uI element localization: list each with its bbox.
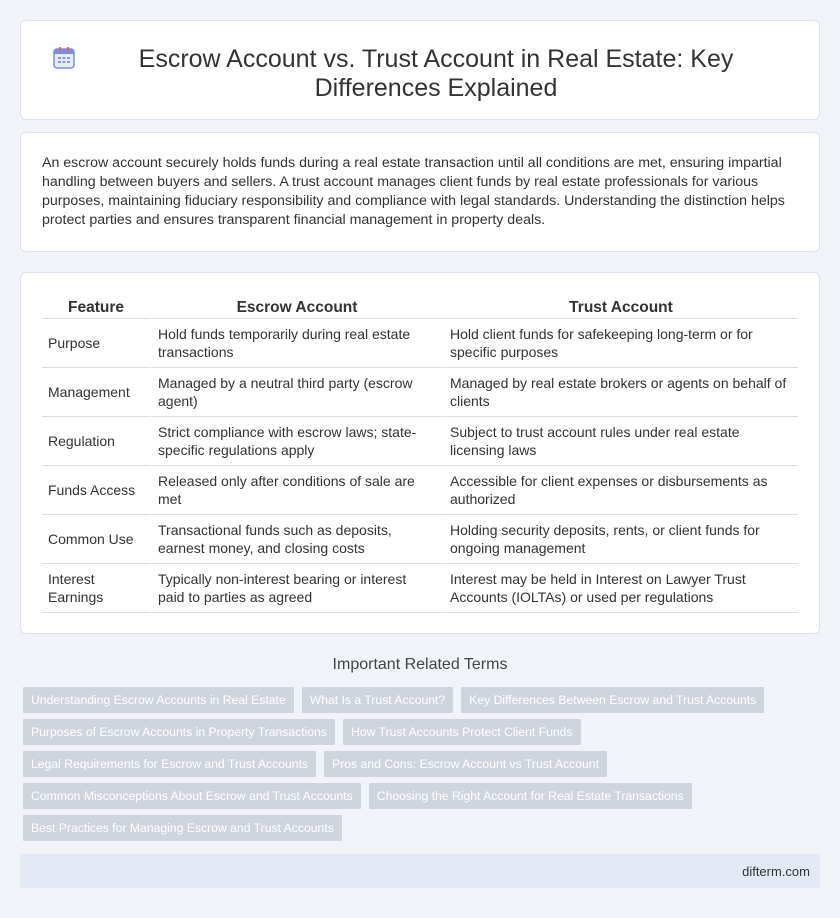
row-feature: Management [42,368,150,417]
tag-row [23,783,783,809]
table-row [42,368,798,417]
row-escrow: Strict compliance with escrow laws; state-specific regulations apply [150,417,442,466]
row-feature: Purpose [42,319,150,368]
related-terms-list [23,687,783,847]
tag-row [23,719,783,745]
related-term-link[interactable]: Best Practices for Managing Escrow and Trust Accounts [23,815,342,841]
footer-site-link[interactable]: difterm.com [742,864,810,879]
intro-paragraph: An escrow account securely holds funds during a real estate transaction until all conditions are met, ensuring impartial handling between buyers and sellers. A trust account manages client funds by real estate professionals for various purposes, maintaining fiduciary responsibility and compliance with legal standards. Understanding the distinction helps protect parties and ensures transparent financial management in property deals. [42,155,785,228]
row-trust: Holding security deposits, rents, or client funds for ongoing management [442,515,798,564]
row-feature: Interest Earnings [42,564,150,613]
row-trust: Hold client funds for safekeeping long-term or for specific purposes [442,319,798,368]
row-trust: Interest may be held in Interest on Lawyer Trust Accounts (IOLTAs) or used per regulations [442,564,798,613]
table-row [42,564,798,613]
row-trust: Managed by real estate brokers or agents on behalf of clients [442,368,798,417]
related-term-link[interactable]: Purposes of Escrow Accounts in Property Transactions [23,719,335,745]
row-trust: Subject to trust account rules under real estate licensing laws [442,417,798,466]
comparison-card [20,272,820,634]
title-card [20,20,820,120]
table-row [42,515,798,564]
row-escrow: Managed by a neutral third party (escrow agent) [150,368,442,417]
related-term-link[interactable]: Common Misconceptions About Escrow and Trust Accounts [23,783,361,809]
row-feature: Regulation [42,417,150,466]
tag-row [23,687,783,713]
intro-card [20,132,820,252]
table-header-row [42,297,798,319]
related-term-link[interactable]: Choosing the Right Account for Real Estate Transactions [369,783,692,809]
table-row [42,319,798,368]
row-trust: Accessible for client expenses or disbursements as authorized [442,466,798,515]
header-escrow: Escrow Account [150,297,442,319]
table-row [42,466,798,515]
row-escrow: Transactional funds such as deposits, earnest money, and closing costs [150,515,442,564]
header-feature: Feature [42,297,150,319]
tag-row [23,815,783,841]
related-term-link[interactable]: Legal Requirements for Escrow and Trust Accounts [23,751,316,777]
row-escrow: Hold funds temporarily during real estate transactions [150,319,442,368]
row-escrow: Typically non-interest bearing or interest paid to parties as agreed [150,564,442,613]
related-term-link[interactable]: How Trust Accounts Protect Client Funds [343,719,581,745]
related-term-link[interactable]: Understanding Escrow Accounts in Real Estate [23,687,294,713]
header-trust: Trust Account [442,297,798,319]
row-escrow: Released only after conditions of sale are met [150,466,442,515]
footer [20,854,820,888]
related-term-link[interactable]: What Is a Trust Account? [302,687,453,713]
row-feature: Common Use [42,515,150,564]
related-term-link[interactable]: Key Differences Between Escrow and Trust Accounts [461,687,764,713]
comparison-table [42,297,798,613]
related-term-link[interactable]: Pros and Cons: Escrow Account vs Trust Account [324,751,607,777]
related-terms-title: Important Related Terms [332,656,508,673]
tag-row [23,751,783,777]
page-title: Escrow Account vs. Trust Account in Real Estate: Key Differences Explained [138,45,734,102]
table-row [42,417,798,466]
row-feature: Funds Access [42,466,150,515]
